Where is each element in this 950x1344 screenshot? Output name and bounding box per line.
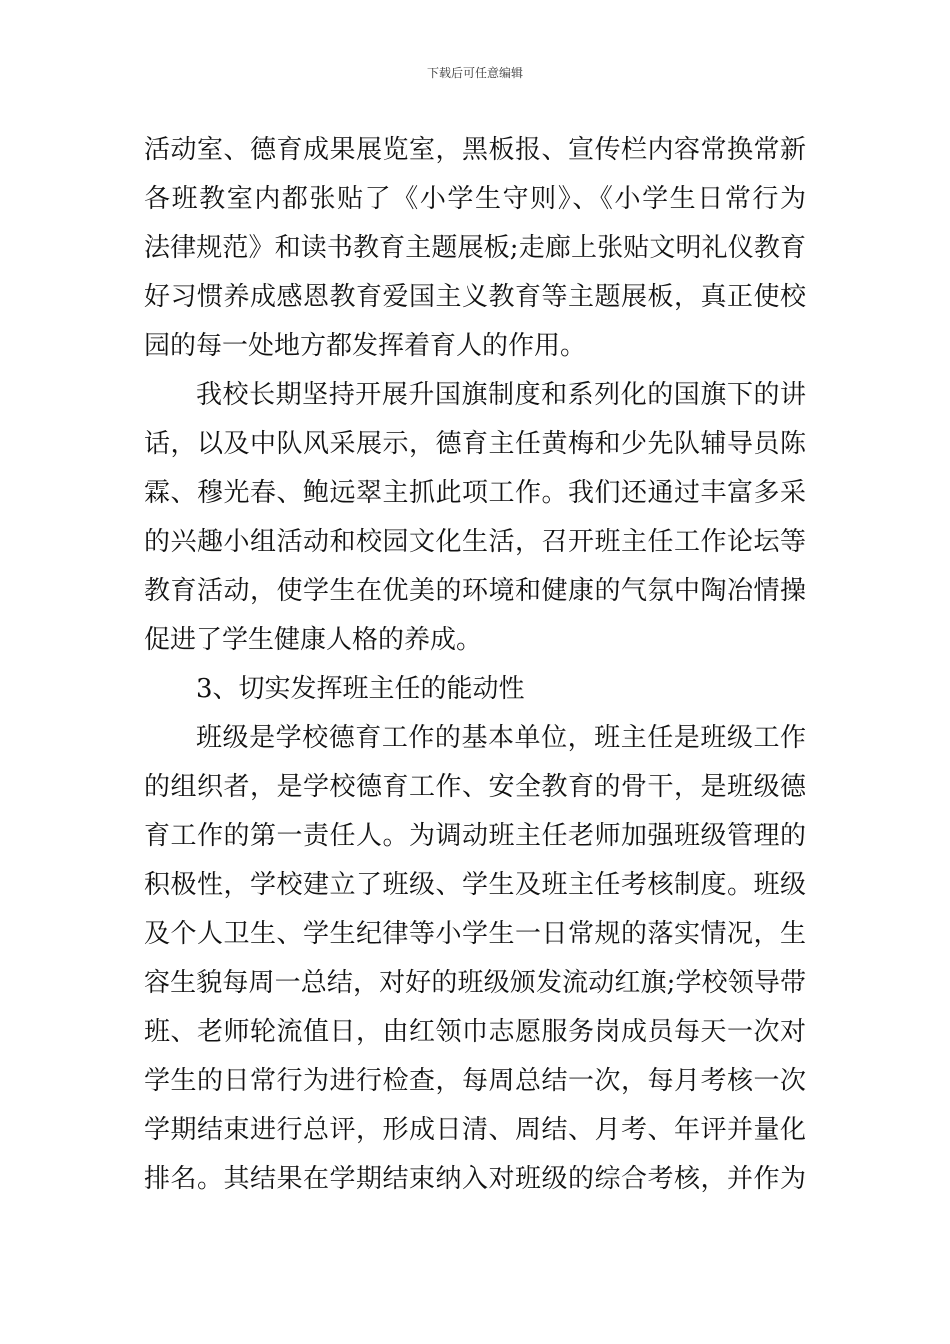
text-line: 园的每一处地方都发挥着育人的作用。 (144, 331, 587, 361)
text-line: 学期结束进行总评，形成日清、周结、月考、年评并量化 (144, 1115, 806, 1145)
text-line: 容生貌每周一总结，对好的班级颁发流动红旗;学校领导带 (144, 968, 806, 998)
text-line: 排名。其结果在学期结束纳入对班级的综合考核，并作为 (144, 1164, 806, 1194)
text-line: 促进了学生健康人格的养成。 (144, 625, 483, 655)
section-heading: 3、切实发挥班主任的能动性 (196, 674, 525, 704)
text-line: 话，以及中队风采展示，德育主任黄梅和少先队辅导员陈 (144, 429, 806, 459)
text-line: 各班教室内都张贴了《小学生守则》、《小学生日常行为 (144, 184, 806, 214)
text-line: 育工作的第一责任人。为调动班主任老师加强班级管理的 (144, 821, 806, 851)
text-line: 学生的日常行为进行检查，每周总结一次，每月考核一次 (144, 1066, 806, 1096)
text-line: 法律规范》和读书教育主题展板;走廊上张贴文明礼仪教育 (144, 233, 806, 263)
text-line: 霖、穆光春、鲍远翠主抓此项工作。我们还通过丰富多采 (144, 478, 806, 508)
text-line: 班、老师轮流值日，由红领巾志愿服务岗成员每天一次对 (144, 1017, 806, 1047)
document-body (144, 126, 806, 1204)
text-line: 及个人卫生、学生纪律等小学生一日常规的落实情况，生 (144, 919, 806, 949)
text-line: 教育活动，使学生在优美的环境和健康的气氛中陶冶情操 (144, 576, 806, 606)
text-line: 的组织者，是学校德育工作、安全教育的骨干，是班级德 (144, 772, 806, 802)
text-line: 班级是学校德育工作的基本单位，班主任是班级工作 (196, 723, 806, 753)
text-line: 我校长期坚持开展升国旗制度和系列化的国旗下的讲 (196, 380, 806, 410)
text-line: 积极性，学校建立了班级、学生及班主任考核制度。班级 (144, 870, 806, 900)
text-line: 活动室、德育成果展览室，黑板报、宣传栏内容常换常新 (144, 135, 806, 165)
text-line: 好习惯养成感恩教育爱国主义教育等主题展板，真正使校 (144, 282, 806, 312)
text-line: 的兴趣小组活动和校园文化生活，召开班主任工作论坛等 (144, 527, 806, 557)
page-header: 下载后可任意编辑 (426, 66, 523, 80)
